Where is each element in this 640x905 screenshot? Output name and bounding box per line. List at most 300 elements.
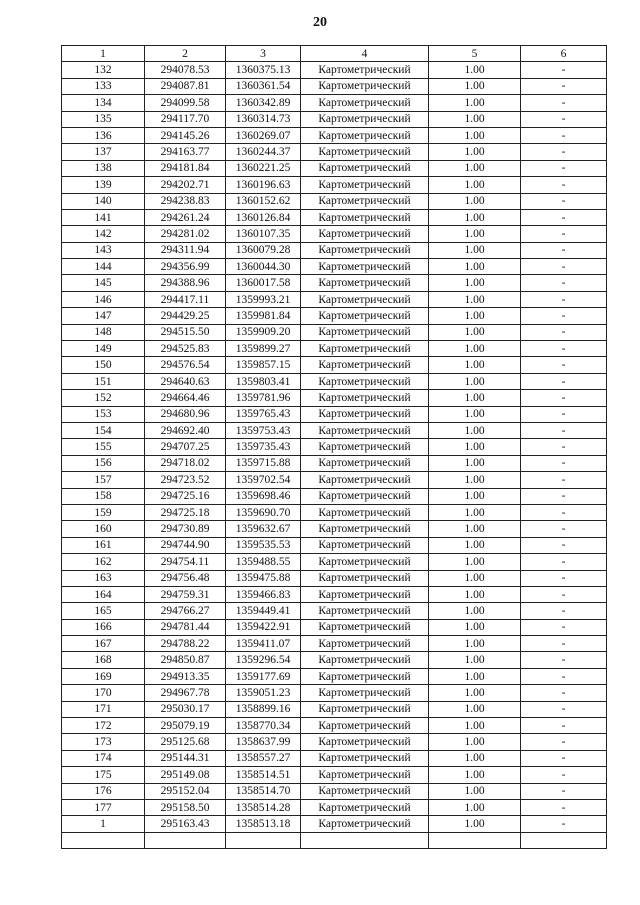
table-cell: Картометрический [301,275,429,291]
table-row [62,226,607,242]
table-cell: 1.00 [429,308,521,324]
table-cell: 1 [62,816,145,832]
table-cell: 156 [62,455,145,471]
table-cell: Картометрический [301,685,429,701]
table-cell: 1359803.41 [226,373,301,389]
table-cell: Картометрический [301,373,429,389]
table-cell: 166 [62,619,145,635]
table-cell: 294163.77 [145,144,226,160]
table-row [62,324,607,340]
table-cell: Картометрический [301,750,429,766]
table-cell: 1.00 [429,160,521,176]
table-cell: 294913.35 [145,668,226,684]
table-cell: - [521,603,607,619]
table-cell: 137 [62,144,145,160]
table-cell: Картометрический [301,78,429,94]
table-cell: 1.00 [429,324,521,340]
table-cell: 1359735.43 [226,439,301,455]
table-cell: Картометрический [301,209,429,225]
table-row [62,78,607,94]
table-cell: 294766.27 [145,603,226,619]
table-cell: 1360107.35 [226,226,301,242]
table-cell: Картометрический [301,62,429,78]
column-header: 4 [301,46,429,62]
table-cell: 135 [62,111,145,127]
table-cell: 1358514.51 [226,767,301,783]
table-cell: 295158.50 [145,799,226,815]
table-cell: - [521,570,607,586]
table-row [62,554,607,570]
table-cell: - [521,455,607,471]
table-cell: 1359411.07 [226,636,301,652]
table-cell: 1360244.37 [226,144,301,160]
table-cell [62,832,145,848]
table-cell: - [521,472,607,488]
table-cell: 1.00 [429,718,521,734]
table-cell: 175 [62,767,145,783]
table-cell: 173 [62,734,145,750]
table-cell: 294788.22 [145,636,226,652]
table-cell: 1360314.73 [226,111,301,127]
table-row [62,832,607,848]
table-row [62,619,607,635]
table-cell: 1.00 [429,193,521,209]
table-cell: - [521,406,607,422]
table-cell: Картометрический [301,586,429,602]
table-cell: Картометрический [301,472,429,488]
table-cell: 1.00 [429,685,521,701]
table-cell: 1.00 [429,554,521,570]
table-row [62,799,607,815]
table-cell: - [521,209,607,225]
column-header: 2 [145,46,226,62]
table-cell: 1.00 [429,373,521,389]
table-cell: 160 [62,521,145,537]
table-cell: 294525.83 [145,341,226,357]
table-row [62,586,607,602]
table-cell: 1359993.21 [226,291,301,307]
table-cell: Картометрический [301,636,429,652]
table-cell: - [521,750,607,766]
table-cell: 161 [62,537,145,553]
table-cell: 1359475.88 [226,570,301,586]
table-cell: 1.00 [429,701,521,717]
table-cell: 1360017.58 [226,275,301,291]
table-row [62,603,607,619]
table-cell: - [521,193,607,209]
table-body [62,62,607,849]
table-cell: 159 [62,504,145,520]
table-cell: 294417.11 [145,291,226,307]
table-cell: 1359909.20 [226,324,301,340]
table-header-row [62,46,607,62]
table-row [62,209,607,225]
table-row [62,308,607,324]
table-cell: 1358637.99 [226,734,301,750]
table-row [62,734,607,750]
table-cell: 145 [62,275,145,291]
table-cell: - [521,390,607,406]
table-cell: 1.00 [429,799,521,815]
table-cell: Картометрический [301,160,429,176]
table-cell: 1.00 [429,455,521,471]
table-cell: - [521,619,607,635]
table-cell: 1358513.18 [226,816,301,832]
table-cell: 1359632.67 [226,521,301,537]
table-cell: 295152.04 [145,783,226,799]
table-cell: 1.00 [429,439,521,455]
table-row [62,406,607,422]
table-cell: 1.00 [429,357,521,373]
table-cell: 1360079.28 [226,242,301,258]
table-cell: 1.00 [429,422,521,438]
table-cell: 1.00 [429,226,521,242]
table-cell: 167 [62,636,145,652]
table-cell: 1360375.13 [226,62,301,78]
table-row [62,275,607,291]
table-cell: 1.00 [429,767,521,783]
table-cell: Картометрический [301,537,429,553]
column-header: 6 [521,46,607,62]
table-cell: - [521,816,607,832]
table-row [62,259,607,275]
table-cell: - [521,554,607,570]
table-cell: - [521,521,607,537]
table-cell: Картометрический [301,652,429,668]
table-cell: 1358514.28 [226,799,301,815]
table-cell: 1.00 [429,291,521,307]
table-row [62,636,607,652]
table-cell: 162 [62,554,145,570]
table-cell: 132 [62,62,145,78]
table-cell: 1.00 [429,390,521,406]
table-cell: 152 [62,390,145,406]
table-cell: Картометрический [301,406,429,422]
table-row [62,750,607,766]
table-cell: - [521,636,607,652]
table-cell: Картометрический [301,357,429,373]
table-cell: 148 [62,324,145,340]
table-cell: 294202.71 [145,177,226,193]
table-cell: 294429.25 [145,308,226,324]
table-cell: 294087.81 [145,78,226,94]
table-cell: - [521,177,607,193]
table-cell: Картометрический [301,242,429,258]
table-cell: 1.00 [429,95,521,111]
table-cell: - [521,767,607,783]
table-cell: 1.00 [429,177,521,193]
table-cell: 1359690.70 [226,504,301,520]
table-cell: 1360269.07 [226,127,301,143]
table-cell: 294145.26 [145,127,226,143]
table-cell: 1359488.55 [226,554,301,570]
table-cell: 1359698.46 [226,488,301,504]
table-cell [521,832,607,848]
table-row [62,242,607,258]
table-row [62,357,607,373]
table-cell: 1.00 [429,636,521,652]
table-cell: 1.00 [429,488,521,504]
table-row [62,160,607,176]
table-cell: 1.00 [429,472,521,488]
table-row [62,439,607,455]
table-cell: 294388.96 [145,275,226,291]
table-cell: 294281.02 [145,226,226,242]
table-cell: 163 [62,570,145,586]
table-cell: 1.00 [429,603,521,619]
table-cell: - [521,586,607,602]
table-cell: Картометрический [301,668,429,684]
table-cell: 294850.87 [145,652,226,668]
table-cell: 1.00 [429,242,521,258]
table-row [62,816,607,832]
table-cell: 1359702.54 [226,472,301,488]
table-cell: 294238.83 [145,193,226,209]
table-cell: - [521,422,607,438]
table-cell: 1360152.62 [226,193,301,209]
table-cell: Картометрический [301,554,429,570]
table-cell: 1.00 [429,586,521,602]
table-cell: 294640.63 [145,373,226,389]
table-cell: 1.00 [429,537,521,553]
table-cell: Картометрический [301,783,429,799]
table-cell: Картометрический [301,390,429,406]
table-cell: 158 [62,488,145,504]
table-cell: 170 [62,685,145,701]
table-cell: Картометрический [301,816,429,832]
table-cell: 294756.48 [145,570,226,586]
table-cell: 1358514.70 [226,783,301,799]
table-cell: 140 [62,193,145,209]
table-row [62,193,607,209]
table-cell [429,832,521,848]
table-cell: - [521,341,607,357]
table-cell: - [521,78,607,94]
table-cell: 1360221.25 [226,160,301,176]
table-cell: 138 [62,160,145,176]
table-cell: Картометрический [301,422,429,438]
table-row [62,373,607,389]
table-row [62,177,607,193]
table-cell: 151 [62,373,145,389]
table-cell: Картометрический [301,308,429,324]
table-cell: 1359422.91 [226,619,301,635]
table-cell: 294754.11 [145,554,226,570]
table-cell: - [521,324,607,340]
table-cell: 1.00 [429,275,521,291]
table-cell: Картометрический [301,504,429,520]
table-cell: 1.00 [429,259,521,275]
table-cell: 1358899.16 [226,701,301,717]
table-cell: Картометрический [301,291,429,307]
table-row [62,504,607,520]
table-cell: - [521,668,607,684]
column-header: 1 [62,46,145,62]
table-cell: 1359051.23 [226,685,301,701]
table-cell [301,832,429,848]
table-cell [226,832,301,848]
table-cell: Картометрический [301,193,429,209]
table-cell: Картометрический [301,619,429,635]
table-cell: 1.00 [429,144,521,160]
table-row [62,455,607,471]
table-cell: 134 [62,95,145,111]
table-cell: Картометрический [301,324,429,340]
table-cell: 294718.02 [145,455,226,471]
table-cell: Картометрический [301,111,429,127]
table-cell: 294707.25 [145,439,226,455]
table-row [62,701,607,717]
table-cell: Картометрический [301,259,429,275]
table-cell: 294759.31 [145,586,226,602]
table-cell: 155 [62,439,145,455]
table-cell: 1359753.43 [226,422,301,438]
table-cell: 294723.52 [145,472,226,488]
table-cell: - [521,799,607,815]
table-cell: 294692.40 [145,422,226,438]
table-cell: 1360196.63 [226,177,301,193]
table-cell: 1.00 [429,734,521,750]
table-cell: 165 [62,603,145,619]
table-row [62,144,607,160]
table-cell: 1.00 [429,668,521,684]
table-row [62,127,607,143]
table-cell: - [521,537,607,553]
table-cell: 1359715.88 [226,455,301,471]
table-row [62,472,607,488]
table-cell: 294181.84 [145,160,226,176]
table-cell: Картометрический [301,455,429,471]
table-row [62,341,607,357]
table-row [62,767,607,783]
table-cell: 176 [62,783,145,799]
table-cell: - [521,275,607,291]
table-cell: 294725.18 [145,504,226,520]
table-cell: 1358557.27 [226,750,301,766]
table-cell: 1359781.96 [226,390,301,406]
table-cell: 157 [62,472,145,488]
table-cell: - [521,734,607,750]
column-header: 3 [226,46,301,62]
table-cell: 1.00 [429,619,521,635]
table-cell: 168 [62,652,145,668]
table-cell: - [521,718,607,734]
table-cell: Картометрический [301,570,429,586]
table-row [62,62,607,78]
table-cell [145,832,226,848]
table-cell: 294664.46 [145,390,226,406]
table-cell: - [521,439,607,455]
column-header: 5 [429,46,521,62]
table-cell: 1358770.34 [226,718,301,734]
table-cell: 294356.99 [145,259,226,275]
table-cell: 142 [62,226,145,242]
table-cell: 1.00 [429,209,521,225]
table-cell: Картометрический [301,718,429,734]
table-cell: 172 [62,718,145,734]
table-cell: 294311.94 [145,242,226,258]
table-cell: 1359535.53 [226,537,301,553]
table-cell: 1.00 [429,504,521,520]
table-cell: 143 [62,242,145,258]
table-cell: 1.00 [429,341,521,357]
table-cell: 1.00 [429,406,521,422]
table-cell: 294261.24 [145,209,226,225]
table-row [62,783,607,799]
table-cell: 1360126.84 [226,209,301,225]
table-cell: 1359449.41 [226,603,301,619]
table-cell: 295163.43 [145,816,226,832]
table-cell: 1.00 [429,750,521,766]
table-cell: Картометрический [301,341,429,357]
table-cell: 294967.78 [145,685,226,701]
table-cell: - [521,62,607,78]
table-cell: 295079.19 [145,718,226,734]
table-cell: Картометрический [301,701,429,717]
table-cell: - [521,308,607,324]
table-cell: 1359981.84 [226,308,301,324]
coordinates-table [61,45,607,849]
table-cell: 295149.08 [145,767,226,783]
table-cell: 1360361.54 [226,78,301,94]
table-cell: Картометрический [301,226,429,242]
table-cell: - [521,242,607,258]
table-cell: - [521,701,607,717]
table-row [62,95,607,111]
table-cell: 294117.70 [145,111,226,127]
table-cell: 294680.96 [145,406,226,422]
table-cell: - [521,685,607,701]
table-cell: - [521,111,607,127]
table-row [62,685,607,701]
table-row [62,291,607,307]
table-cell: 295144.31 [145,750,226,766]
table-cell: 1.00 [429,127,521,143]
table-cell: 1.00 [429,570,521,586]
table-cell: Картометрический [301,95,429,111]
table-cell: 1359765.43 [226,406,301,422]
table-cell: 136 [62,127,145,143]
table-row [62,570,607,586]
table-cell: 149 [62,341,145,357]
table-cell: 294515.50 [145,324,226,340]
table-cell: 147 [62,308,145,324]
page-number: 20 [313,15,327,30]
table-row [62,537,607,553]
table-cell: 294099.58 [145,95,226,111]
table-cell: 174 [62,750,145,766]
table-cell: - [521,144,607,160]
table-cell: 1.00 [429,62,521,78]
table-row [62,390,607,406]
table-cell: 177 [62,799,145,815]
table-cell: 1.00 [429,78,521,94]
table-cell: - [521,95,607,111]
table-cell: 171 [62,701,145,717]
table-row [62,718,607,734]
table-row [62,111,607,127]
table-cell: Картометрический [301,799,429,815]
table-cell: 133 [62,78,145,94]
table-cell: Картометрический [301,144,429,160]
table-cell: 1.00 [429,521,521,537]
table-cell: 141 [62,209,145,225]
table-cell: 1359466.83 [226,586,301,602]
table-cell: 146 [62,291,145,307]
table-cell: 295030.17 [145,701,226,717]
table-cell: - [521,488,607,504]
table-cell: 294576.54 [145,357,226,373]
